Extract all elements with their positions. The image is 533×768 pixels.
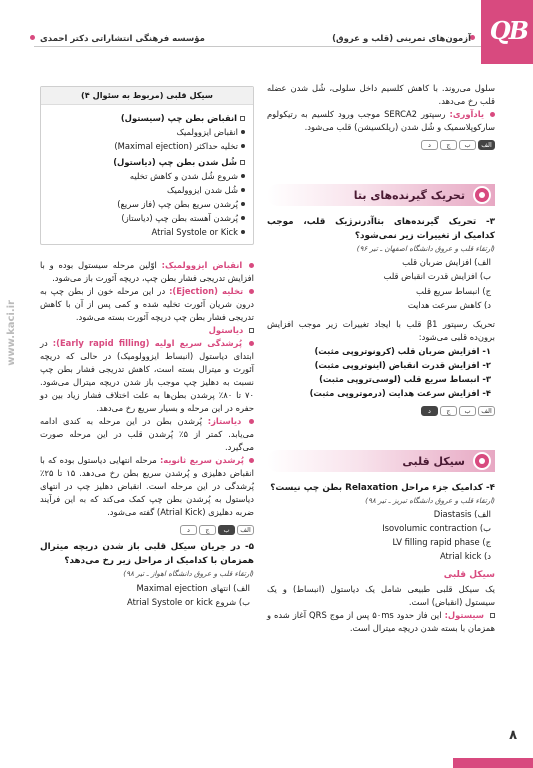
list-item: ۴- افزایش سرعت هدایت (درموتروپی مثبت) xyxy=(309,387,491,398)
cycle-text: یک سیکل قلبی طبیعی شامل یک دیاستول (انبساط) و یک سیستول (انقباض) است. xyxy=(267,584,495,608)
square-bullet-icon xyxy=(490,613,495,618)
list-item-text: تخلیه حداکثر (Maximal ejection) xyxy=(114,140,238,151)
qb-logo-block xyxy=(481,0,533,64)
intro-text: سلول می‌روند. با کاهش کلسیم داخل سلولی، شُل شدن عضله قلب رخ می‌دهد. xyxy=(267,83,495,107)
isovolumic-paragraph xyxy=(40,259,254,285)
answer-c: ج xyxy=(440,406,457,416)
rapid-filling-text: در ابتدای دیاستول (انبساط ایزوولومیک) در حالی که دریچه آئورت و میترال بسته است، کاهش تدریجی فشار بطن چپ نسبت به دهلیز چپ موجب باز شدن دریچه میترال می‌شود. ۷۰ تا ۸۰٪ پرشدن بطن‌ها به علت اختلاف فشار زیاد بین دو حفره در این مرحله و بسیار سریع رخ می‌دهد. xyxy=(40,337,254,414)
footer-accent-bar xyxy=(453,758,533,768)
answer-c: ج xyxy=(199,525,216,535)
site-watermark: www.kaci.ir xyxy=(6,300,17,366)
question-3-title: ۳- تحریک گیرنده‌های بتاآدرنرژیک قلب، موجب کدامیک از تغییرات زیر نمی‌شود؟ xyxy=(267,217,495,241)
summary-box-body xyxy=(41,105,253,244)
ejection-paragraph xyxy=(40,285,254,324)
answer-b: ب xyxy=(459,406,476,416)
systole-paragraph xyxy=(267,609,495,635)
qb-logo: QB xyxy=(489,16,527,45)
question-5-title: ۵- در جریان سیکل قلبی باز شدن دریچه میترال همزمان با کدامیک از مراحل زیر رخ می‌دهد؟ xyxy=(40,542,254,566)
answer-boxes-q3 xyxy=(267,406,495,416)
ejection-label: تخلیه (Ejection): xyxy=(169,285,244,296)
answer-a: الف xyxy=(478,140,495,150)
bullet-icon xyxy=(241,174,245,178)
question-4-source: (ارتقاء قلب و عروق دانشگاه تبریز ـ تیر ۹۸) xyxy=(365,496,495,506)
diastasis-text: پُرشدن بطن در این مرحله به کندی ادامه می‌یابد. کمتر از ۵٪ پُرشدن قلب در این مرحله صورت می‌گیرد. xyxy=(40,416,254,453)
bullet-icon xyxy=(241,188,245,192)
bullet-icon xyxy=(249,263,254,268)
secondary-filling-text: مرحله انتهایی دیاستول بوده که با انقباض دهلیزی و پُرشدن سریع بطن رخ می‌دهد. ۱۵ تا ۲۵٪ پُرشدگی در این مرحله است. انقباض دهلیز چپ در انتهای دیاستول به پُرشدن بطن چپ کمک می‌کند که به این فرآیند ضربه دهلیزی (Atrial Kick) گفته می‌شود. xyxy=(40,455,254,518)
reminder-text: رسپتور SERCA2 موجب ورود کلسیم به رتیکولوم سارکوپلاسمیک و شُل شدن (ریلکسیشن) قلب می‌شود. xyxy=(267,109,495,133)
section-title: تحریک گیرنده‌های بتا xyxy=(353,189,465,203)
list-item: ۳- انبساط سریع قلب (لوسی‌تروپی مثبت) xyxy=(319,373,491,384)
ejection-text: در این مرحله خون از بطن چپ به درون شریان آئورت تخلیه شده و کمی پس از آن با کاهش تدریجی فشار بطن چپ دریچه آئورت بسته می‌شود. xyxy=(40,285,254,322)
answer-d: د xyxy=(421,140,438,150)
list-item-text: Atrial Systole or Kick xyxy=(151,226,238,237)
list-item xyxy=(49,226,245,239)
question-3-options xyxy=(267,256,491,311)
list-item xyxy=(49,170,245,183)
option: ب) شروع Atrial Systole or kick xyxy=(127,596,250,607)
cycle-subheading: سیکل قلبی xyxy=(443,570,495,581)
list-item: ۱- افزایش ضربان قلب (کرونوتروپی مثبت) xyxy=(314,345,491,356)
reminder-icon xyxy=(490,112,495,117)
list-item-text: انقباض ایزوولمیک xyxy=(176,126,238,137)
list-item xyxy=(49,126,245,139)
systole-label: سیستول: xyxy=(444,610,485,621)
option: ب) افزایش قدرت انقباض قلب xyxy=(383,271,491,282)
answer-d: د xyxy=(421,406,438,416)
summary-box xyxy=(40,86,254,245)
isovolumic-label: انقباض ایزوولمیک: xyxy=(161,259,243,270)
diastole-heading-text: دیاستول xyxy=(208,324,244,335)
reminder-label: یادآوری: xyxy=(449,109,485,120)
answer-boxes-q2 xyxy=(267,140,495,150)
section-cardiac-cycle xyxy=(267,450,495,472)
rapid-filling-paragraph xyxy=(40,337,254,415)
option: ب) Isovolumic contraction xyxy=(382,523,491,534)
bullet-icon xyxy=(241,230,245,234)
section-target-icon xyxy=(473,452,491,470)
option: الف) افزایش ضربان قلب xyxy=(402,257,491,268)
question-5-source: (ارتقاء قلب و عروق دانشگاه اهواز ـ تیر ۹۸) xyxy=(123,569,254,579)
option: ج) LV filling rapid phase xyxy=(392,537,491,548)
answer-boxes-q4 xyxy=(40,525,254,535)
list-item-text: شروع شُل شدن و کاهش تخلیه xyxy=(129,170,238,181)
box-group-label: شُل شدن بطن چپ (دیاستول) xyxy=(113,156,237,167)
answer-c: ج xyxy=(440,140,457,150)
diastole-heading xyxy=(40,324,254,337)
bullet-icon xyxy=(249,341,254,346)
answer-b: ب xyxy=(218,525,235,535)
question-4-options xyxy=(267,508,491,563)
answer-b: ب xyxy=(459,140,476,150)
list-item xyxy=(49,198,245,211)
option: الف) Diastasis xyxy=(433,509,491,520)
bullet-icon xyxy=(241,130,245,134)
question-5-options xyxy=(40,582,250,609)
box-group-list xyxy=(49,170,245,239)
option: الف) انتهای Maximal ejection xyxy=(136,582,250,593)
section-beta-receptors xyxy=(267,184,495,206)
list-item-text: شُل شدن ایزوولمیک xyxy=(166,184,238,195)
secondary-filling-paragraph xyxy=(40,454,254,519)
list-item xyxy=(49,212,245,225)
isovolumic-text: اوّلین مرحله سیستول بوده و با افزایش تدریجی فشار بطن چپ، دریچه آئورت باز می‌شود. xyxy=(40,259,254,283)
bullet-icon xyxy=(241,216,245,220)
box-group-list xyxy=(49,126,245,153)
header-bullet-icon xyxy=(30,35,35,40)
bullet-icon xyxy=(249,419,254,424)
question-3-explanation: تحریک رسپتور β1 قلب با ایجاد تغییرات زیر موجب افزایش برون‌ده قلبی می‌شود: xyxy=(267,318,495,342)
section-title: سیکل قلبی xyxy=(402,454,465,468)
question-4-title: ۴- کدامیک جزء مراحل Relaxation بطن چپ نیست؟ xyxy=(270,482,495,493)
bullet-icon xyxy=(241,202,245,206)
diastasis-paragraph xyxy=(40,415,254,454)
box-group-heading xyxy=(49,112,245,125)
answer-d: د xyxy=(180,525,197,535)
list-item-text: پُرشدن آهسته بطن چپ (دیاستاز) xyxy=(121,212,238,223)
answer-a: الف xyxy=(237,525,254,535)
diastasis-label: دیاستاز: xyxy=(207,416,242,427)
systole-text: این فاز حدود ۵۰ms پس از موج QRS آغاز شده و همزمان با بسته شدن دریچه میترال است. xyxy=(267,610,495,634)
list-item-text: پُرشدن سریع بطن چپ (فاز سریع) xyxy=(117,198,238,209)
right-column xyxy=(267,64,495,635)
bullet-icon xyxy=(241,144,245,148)
header-divider xyxy=(34,46,481,47)
left-column xyxy=(40,80,254,610)
header-publisher: مؤسسه فرهنگی انتشاراتی دکتر احمدی xyxy=(40,34,205,44)
option: د) Atrial kick xyxy=(439,551,491,562)
summary-box-title: سیکل قلبی (مربوط به سئوال ۴) xyxy=(41,87,253,105)
reminder xyxy=(267,108,495,134)
square-bullet-icon xyxy=(240,160,245,165)
list-item xyxy=(49,140,245,153)
question-3-source: (ارتقاء قلب و عروق دانشگاه اصفهان ـ تیر ۹۶) xyxy=(356,244,495,254)
square-bullet-icon xyxy=(240,116,245,121)
header-title: آزمون‌های تمرینی (قلب و عروق) xyxy=(332,34,471,44)
question-3-list xyxy=(267,345,491,400)
list-item xyxy=(49,184,245,197)
section-target-icon xyxy=(473,186,491,204)
bullet-icon xyxy=(249,458,254,463)
bullet-icon xyxy=(249,289,254,294)
page-header xyxy=(0,0,533,64)
square-bullet-icon xyxy=(249,328,254,333)
box-group-heading xyxy=(49,156,245,169)
rapid-filling-label: پُرشدگی سریع اولیه (Early rapid filling): xyxy=(52,337,242,348)
secondary-filling-label: پُرشدن سریع ثانویه: xyxy=(159,455,244,466)
list-item: ۲- افزایش قدرت انقباض (اینوتروپی مثبت) xyxy=(314,359,491,370)
box-group-label: انقباض بطن چپ (سیستول) xyxy=(120,112,237,123)
page-number: ۸ xyxy=(509,727,517,743)
option: ج) انبساط سریع قلب xyxy=(415,285,491,296)
option: د) کاهش سرعت هدایت xyxy=(407,299,491,310)
answer-a: الف xyxy=(478,406,495,416)
